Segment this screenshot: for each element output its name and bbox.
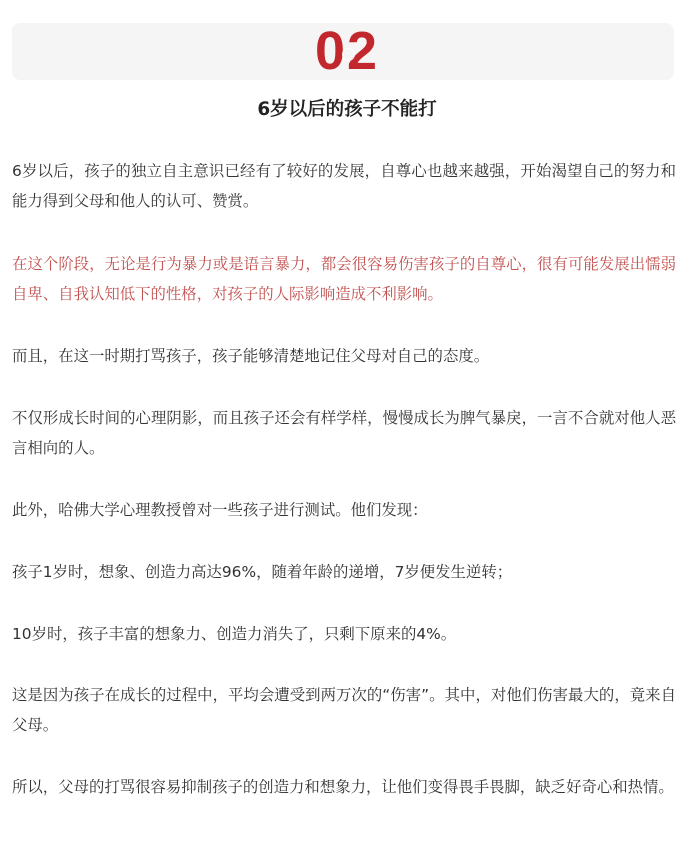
decorative-ring-icon: [342, 48, 355, 61]
paragraph-4: 不仅形成长时间的心理阴影，而且孩子还会有样学样，慢慢成长为脾气暴戾，一言不合就对他人恶言相向的人。: [12, 409, 676, 457]
paragraph-1: 6岁以后，孩子的独立自主意识已经有了较好的发展，自尊心也越来越强，开始渴望自己的努力和能力得到父母和他人的认可、赞赏。: [12, 162, 676, 210]
section-title: 6岁以后的孩子不能打: [257, 99, 437, 120]
section-number-wrap: [0, 23, 694, 80]
section-number: 02: [314, 21, 380, 81]
paragraph-6: 孩子1岁时，想象、创造力高达96%，随着年龄的递增，7岁便发生逆转；: [12, 563, 513, 581]
paragraph-8: 这是因为孩子在成长的过程中，平均会遭受到两万次的“伤害”。其中，对他们伤害最大的，竟来自父母。: [12, 686, 676, 734]
paragraph-9: 所以，父母的打骂很容易抑制孩子的创造力和想象力，让他们变得畏手畏脚，缺乏好奇心和热情。: [12, 778, 674, 796]
paragraph-7: 10岁时，孩子丰富的想象力、创造力消失了，只剩下原来的4%。: [12, 625, 457, 643]
paragraph-3: 而且，在这一时期打骂孩子，孩子能够清楚地记住父母对自己的态度。: [12, 347, 490, 365]
paragraph-2-highlight: 在这个阶段，无论是行为暴力或是语言暴力，都会很容易伤害孩子的自尊心，很有可能发展出懦弱自卑、自我认知低下的性格，对孩子的人际影响造成不利影响。: [12, 255, 676, 303]
paragraph-5: 此外，哈佛大学心理教授曾对一些孩子进行测试。他们发现：: [12, 501, 428, 519]
